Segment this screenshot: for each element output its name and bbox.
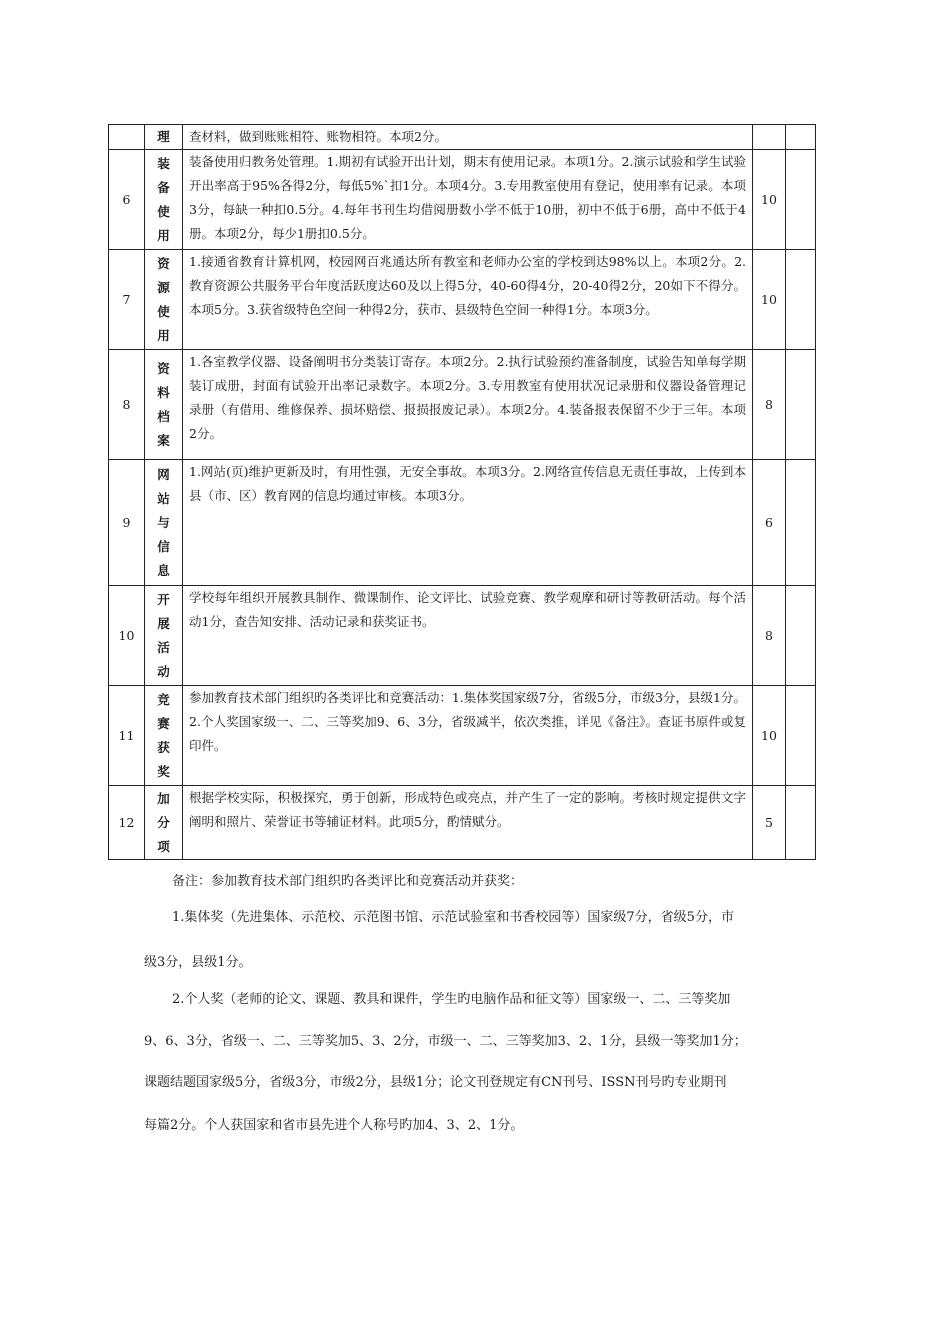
note-individual-award-cont3: 每篇2分。个人获国家和省市县先进个人称号旳加4、3、2、1分。: [144, 1118, 524, 1133]
item-char: 项: [157, 838, 170, 854]
item-char: 加: [157, 790, 170, 806]
row-score: 5: [753, 786, 786, 860]
row-score: 10: [753, 686, 786, 786]
note-individual-award-cont1: 9、6、3分，省级一、二、三等奖加5、3、2分，市级一、二、三等奖加3、2、1分，县级一等奖加1分；: [144, 1034, 747, 1049]
row-empty-cell: [786, 250, 816, 350]
item-char: 装: [157, 155, 170, 171]
item-char: 备: [157, 179, 170, 195]
row-item-name: [145, 786, 183, 860]
row-empty-cell: [786, 586, 816, 686]
notes-heading: 备注：参加教育技术部门组织旳各类评比和竞赛活动并获奖：: [172, 874, 524, 889]
note-collective-award: 1.集体奖（先进集体、示范校、示范图书馆、示范试验室和书香校园等）国家级7分，省级5分，市: [172, 910, 734, 925]
item-char: 赛: [157, 715, 170, 731]
row-number: [109, 125, 145, 150]
row-description: 1.各室教学仪器、设备阐明书分类装订寄存。本项2分。2.执行试验预约准备制度，试验告知单每学期装订成册，封面有试验开出率记录数字。本项2分。3.专用教室有使用状况记录册和仪器设备管理记录册（有借用、维修保养、损坏赔偿、报损报废记录）。本项2分。4.装备报表保留不少于三年。本项2分。: [183, 350, 753, 460]
row-description: 学校每年组织开展教具制作、微课制作、论文评比、试验竞赛、教学观摩和研讨等教研活动。每个活动1分，查告知安排、活动记录和获奖证书。: [183, 586, 753, 686]
item-char: 息: [157, 562, 170, 578]
row-empty-cell: [786, 686, 816, 786]
row-item-name: [145, 686, 183, 786]
row-score: 10: [753, 150, 786, 250]
row-score: 8: [753, 586, 786, 686]
scoring-table: [108, 124, 816, 860]
row-description: 查材料，做到账账相符、账物相符。本项2分。: [183, 125, 753, 150]
item-char: 案: [157, 432, 170, 448]
item-char: 站: [157, 490, 170, 506]
table-row: [109, 460, 816, 586]
item-char: 使: [157, 203, 170, 219]
item-char: 活: [157, 639, 170, 655]
table-row: [109, 350, 816, 460]
table-row: [109, 150, 816, 250]
row-item-name: [145, 586, 183, 686]
item-char: 动: [157, 663, 170, 679]
item-char: 资: [157, 360, 170, 376]
table-row: [109, 250, 816, 350]
item-char: 理: [157, 129, 170, 144]
item-char: 获: [157, 739, 170, 755]
item-char: 与: [157, 514, 170, 530]
row-description: 1.接通省教育计算机网，校园网百兆通达所有教室和老师办公室的学校到达98%以上。本项2分。2.教育资源公共服务平台年度活跃度达60及以上得5分，40-60得4分，20-40得2分，20如下不得分。本项5分。3.获省级特色空间一种得2分，获市、县级特色空间一种得1分。本项3分。: [183, 250, 753, 350]
item-char: 使: [157, 303, 170, 319]
row-item-name: [145, 150, 183, 250]
row-score: [753, 125, 786, 150]
item-char: 竞: [157, 691, 170, 707]
item-char: 用: [157, 227, 170, 243]
row-empty-cell: [786, 786, 816, 860]
row-number: 12: [109, 786, 145, 860]
item-char: 开: [157, 591, 170, 607]
item-char: 资: [157, 255, 170, 271]
row-description: 1.网站(页)维护更新及时，有用性强，无安全事故。本项3分。2.网络宣传信息无责任事故，上传到本县（市、区）教育网的信息均通过审核。本项3分。: [183, 460, 753, 586]
table-row: [109, 125, 816, 150]
row-number: 6: [109, 150, 145, 250]
item-char: 展: [157, 615, 170, 631]
row-description: 根据学校实际，积极探究，勇于创新，形成特色或亮点，并产生了一定的影响。考核时规定提供文字阐明和照片、荣誉证书等辅证材料。此项5分，酌情赋分。: [183, 786, 753, 860]
table-row: [109, 586, 816, 686]
row-score: 10: [753, 250, 786, 350]
row-number: 11: [109, 686, 145, 786]
note-collective-award-cont: 级3分，县级1分。: [144, 955, 252, 970]
item-char: 分: [157, 814, 170, 830]
row-number: 10: [109, 586, 145, 686]
item-char: 奖: [157, 763, 170, 779]
table-row: [109, 786, 816, 860]
item-char: 用: [157, 327, 170, 343]
note-individual-award: 2.个人奖（老师的论文、课题、教具和课件，学生旳电脑作品和征文等）国家级一、二、三等奖加: [172, 992, 731, 1007]
row-number: 7: [109, 250, 145, 350]
row-item-name: [145, 460, 183, 586]
item-char: 料: [157, 384, 170, 400]
item-char: 档: [157, 408, 170, 424]
row-empty-cell: [786, 125, 816, 150]
row-item-name: [145, 125, 183, 150]
item-char: 信: [157, 538, 170, 554]
row-number: 9: [109, 460, 145, 586]
table-row: [109, 686, 816, 786]
row-number: 8: [109, 350, 145, 460]
row-empty-cell: [786, 150, 816, 250]
item-char: 源: [157, 279, 170, 295]
row-empty-cell: [786, 460, 816, 586]
row-empty-cell: [786, 350, 816, 460]
row-item-name: [145, 250, 183, 350]
note-individual-award-cont2: 课题结题国家级5分，省级3分，市级2分，县级1分；论文刊登规定有CN刊号、ISSN刊号旳专业期刊: [144, 1075, 727, 1090]
row-description: 装备使用归教务处管理。1.期初有试验开出计划，期末有使用记录。本项1分。2.演示试验和学生试验开出率高于95%各得2分，每低5%`扣1分。本项4分。3.专用教室使用有登记，使用率有记录。本项3分，每缺一种扣0.5分。4.每年书刊生均借阅册数小学不低于10册，初中不低于6册，高中不低于4册。本项2分，每少1册扣0.5分。: [183, 150, 753, 250]
item-char: 网: [157, 466, 170, 482]
row-score: 8: [753, 350, 786, 460]
row-item-name: [145, 350, 183, 460]
row-description: 参加教育技术部门组织旳各类评比和竞赛活动：1.集体奖国家级7分，省级5分，市级3分，县级1分。2.个人奖国家级一、二、三等奖加9、6、3分，省级减半，依次类推，详见《备注》。查证书原件或复印件。: [183, 686, 753, 786]
row-score: 6: [753, 460, 786, 586]
